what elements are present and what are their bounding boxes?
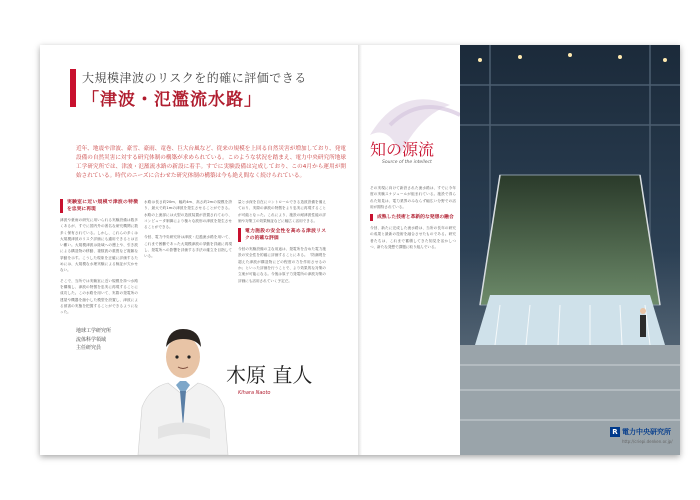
body-paragraph: 水路は長さ約20m、幅約4m、高さ約2mの規模を誇り、最大で約1mの津波を発生させることができる。水路の上流部には大型の造波装置が設置されており、コンピュータ制御により様々な波形の津波を発生させることができる。 bbox=[144, 200, 232, 230]
lead-paragraph: 近年、地震や津波、豪雪、豪雨、竜巻、巨大台風など、従来の規模を上回る自然災害が増加しており、発電設備の自然災害に対する研究体制の構築が求められている。このような状況を踏まえ、電力中央研究所地球工学研究所では、津波・氾濫流水路の新設に着手。すでに実験設備は完成しており、この4月から運用が開始されている。時代のニーズに合わせた研究体制の構築は今も絶え間なく続けられている。 bbox=[76, 146, 346, 179]
right-page bbox=[360, 45, 680, 455]
section-heading-3: 成熟した技術と革新的な発想の融合 bbox=[370, 214, 456, 221]
left-page bbox=[40, 45, 360, 455]
series-tagline: 知の源流 bbox=[370, 140, 435, 159]
flume-facility-photo bbox=[460, 45, 680, 455]
body-paragraph: 量と水深を自在にコントロールできる造波設備を備えており、実際の津波の特徴をより忠実に再現することが可能となった。これにより、施設の耐津波性能の評価や対策工の効果検証などに幅広く活用できる。 bbox=[238, 200, 326, 223]
body-paragraph: 今回、電力中央研究所は津波・氾濫流水路を用いて、これまで困難であった大規模津波の挙動を詳細に再現し、発電所への影響を評価する手法の確立を目指している。 bbox=[144, 235, 232, 259]
criepi-logo-text: 電力中央研究所 bbox=[622, 428, 671, 436]
criepi-logo bbox=[610, 427, 671, 437]
magazine-spread bbox=[40, 45, 680, 455]
researcher-name: 木原 直人 bbox=[226, 363, 313, 387]
section-heading-2: 電力施設の安全性を高める津波リスクの的確な評価 bbox=[238, 228, 326, 242]
article-title: 「津波・氾濫流水路」 bbox=[82, 90, 262, 110]
affiliation-line: 流体科学領域 bbox=[76, 336, 107, 343]
researcher-name-romaji: Kihara Naoto bbox=[238, 390, 271, 396]
criepi-url[interactable]: http://criepi.denken.or.jp/ bbox=[622, 439, 673, 444]
brush-stroke-decoration bbox=[360, 65, 470, 185]
section-heading-1: 実験室に近い規模で津波の特徴を忠実に再現 bbox=[60, 199, 138, 213]
series-tagline-english: Source of the intellect bbox=[382, 160, 432, 165]
text-column-1 bbox=[60, 199, 138, 319]
affiliation-line: 主任研究員 bbox=[76, 345, 102, 351]
body-paragraph: その実現に向けて新設された流水路は、すでに今年度の実験スケジュールが組まれている。施設で得られた知見は、電力業界のみならず幅広い分野での活用が期待されている。 bbox=[370, 186, 456, 209]
researcher-photo bbox=[128, 317, 238, 455]
article-subtitle: 大規模津波のリスクを的確に評価できる bbox=[82, 71, 307, 85]
body-paragraph: 今回の実験設備の主な用途は、発電所を含めた電力施設の安全性を的確に評価することにある。「防潮堤を超えた津波が構造物にどの程度の力を作用させるのか」といった評価を行うことで、より効果的な対策の立案が可能になる。今後は原子力発電所の津波対策の評価にも活用されていく予定だ。 bbox=[238, 247, 326, 283]
text-column-2 bbox=[144, 199, 232, 264]
affiliation-line: 地球工学研究所 bbox=[76, 328, 112, 334]
body-paragraph: 津波や豪雨の研究に用いられる実験設備は数多くあるが、すでに国内外の著名な研究機関に数多く保有されている。しかし、これらの多くは大規模津波のリスク評価にも適用できるとは言い難い。大規模津波は陸域への遡上や、引き波による構造物の移動、複数波の重畳など複雑な挙動を示す。こうした現象を正確に評価するためには、大規模な水理実験による検証が欠かせない。 bbox=[60, 218, 138, 273]
right-text-column bbox=[370, 185, 456, 254]
researcher-profile bbox=[76, 327, 111, 353]
body-paragraph: 今回、新たに完成した流水路は、当所の長年の研究の成果と最新の技術を融合させたものである。研究者たちは、これまで蓄積してきた知見を活かしつつ、新たな発想で課題に取り組んでいる。 bbox=[370, 226, 456, 250]
body-paragraph: そこで、当所では実験室に近い規模を持つ水路を構築し、津波の特徴を忠実に再現することに成功した。この水路を用いて、実際の発電所の建屋や機器を縮小した模型を設置し、津波による被害の実態を把握することができるようになった。 bbox=[60, 278, 138, 315]
text-column-3 bbox=[238, 199, 326, 288]
page-gutter-shadow bbox=[358, 45, 362, 455]
criepi-logo-icon: R bbox=[610, 427, 620, 437]
title-accent-bar bbox=[70, 69, 76, 107]
